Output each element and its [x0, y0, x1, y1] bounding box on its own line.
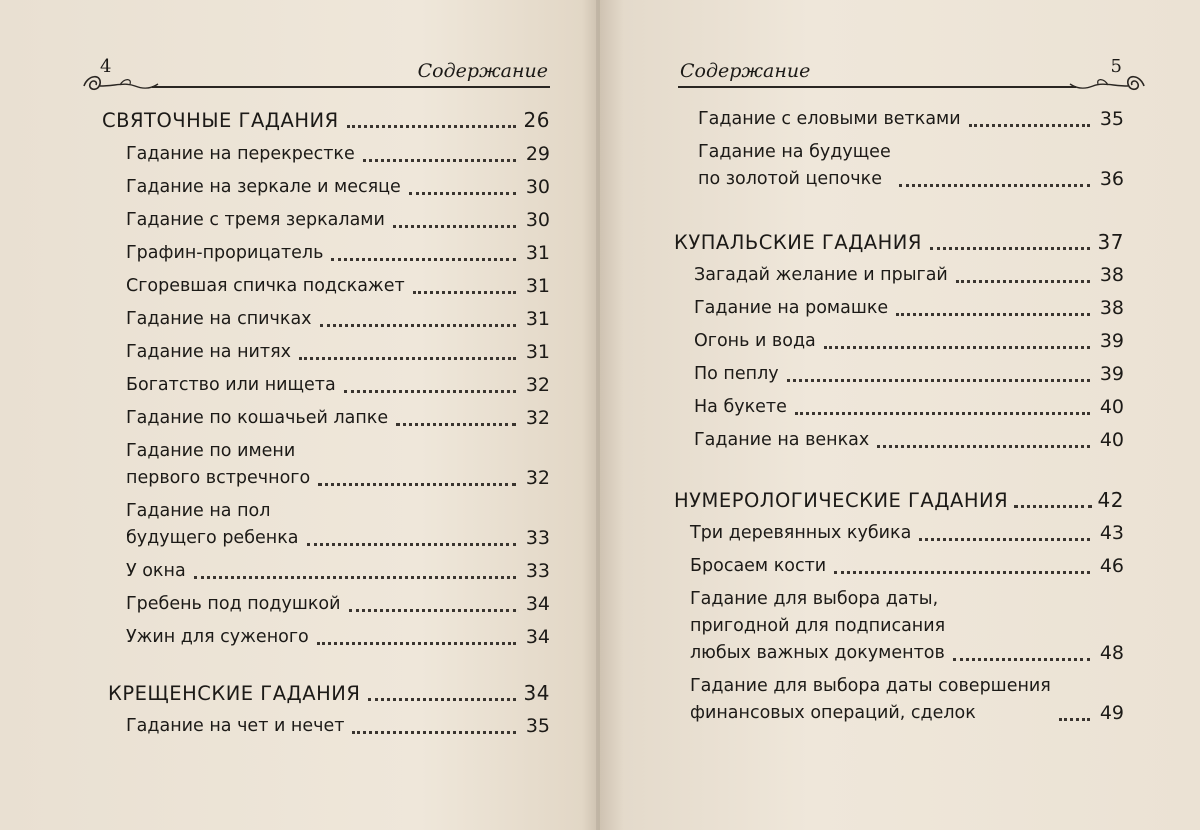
toc-section-heading: НУМЕРОЛОГИЧЕСКИЕ ГАДАНИЯ 42 — [674, 488, 1124, 512]
toc-entry: Огонь и вода 39 — [694, 330, 1124, 352]
toc-section-heading: КУПАЛЬСКИЕ ГАДАНИЯ 37 — [674, 230, 1124, 254]
toc-entry: По пеплу 39 — [694, 363, 1124, 385]
toc-entry: Гадание на спичках 31 — [126, 308, 550, 330]
toc-entry: Гадание на венках 40 — [694, 429, 1124, 451]
toc-entry: Гадание на нитях 31 — [126, 341, 550, 363]
toc-entry: Загадай желание и прыгай 38 — [694, 264, 1124, 286]
toc-entry: Гадание для выбора даты, пригодной для подписания любых важных документов 48 — [690, 589, 1124, 664]
toc-entry: Гадание на перекрестке 29 — [126, 143, 550, 165]
flourish-ornament-icon — [80, 64, 160, 98]
flourish-ornament-icon — [1068, 64, 1148, 98]
toc-entry: У окна 33 — [126, 560, 550, 582]
toc-entry: Богатство или нищета 32 — [126, 374, 550, 396]
toc-entry: Сгоревшая спичка подскажет 31 — [126, 275, 550, 297]
right-page — [600, 0, 1200, 830]
toc-entry: Гадание на чет и нечет 35 — [126, 715, 550, 737]
toc-entry: Гребень под подушкой 34 — [126, 593, 550, 615]
running-title: Содержание — [680, 60, 811, 82]
toc-entry: Три деревянных кубика 43 — [690, 522, 1124, 544]
head-rule — [152, 86, 550, 88]
toc-entry: Графин-прорицатель 31 — [126, 242, 550, 264]
toc-entry: Гадание по имени первого встречного 32 — [126, 441, 550, 489]
right-toc — [674, 104, 1124, 727]
page-number: 4 — [100, 56, 112, 77]
toc-entry: Гадание для выбора даты совершения финансовых операций, сделок 49 — [690, 676, 1124, 724]
running-title: Содержание — [417, 60, 548, 82]
toc-section-heading: СВЯТОЧНЫЕ ГАДАНИЯ 26 — [102, 108, 550, 132]
toc-entry: Гадание на пол будущего ребенка 33 — [126, 501, 550, 549]
right-running-head — [678, 54, 1148, 102]
toc-entry: Гадание с тремя зеркалами 30 — [126, 209, 550, 231]
page-number: 5 — [1110, 56, 1122, 77]
head-rule — [678, 86, 1076, 88]
left-running-head — [80, 54, 550, 102]
toc-entry: Гадание с еловыми ветками 35 — [698, 108, 1124, 130]
toc-entry: Гадание по кошачьей лапке 32 — [126, 407, 550, 429]
toc-entry: Гадание на ромашке 38 — [694, 297, 1124, 319]
toc-entry: Гадание на будущее по золотой цепочке 36 — [698, 142, 1124, 190]
toc-entry: На букете 40 — [694, 396, 1124, 418]
left-toc — [102, 104, 550, 740]
toc-entry: Гадание на зеркале и месяце 30 — [126, 176, 550, 198]
toc-section-heading: КРЕЩЕНСКИЕ ГАДАНИЯ 34 — [108, 681, 550, 705]
toc-entry: Бросаем кости 46 — [690, 555, 1124, 577]
toc-entry: Ужин для суженого 34 — [126, 626, 550, 648]
